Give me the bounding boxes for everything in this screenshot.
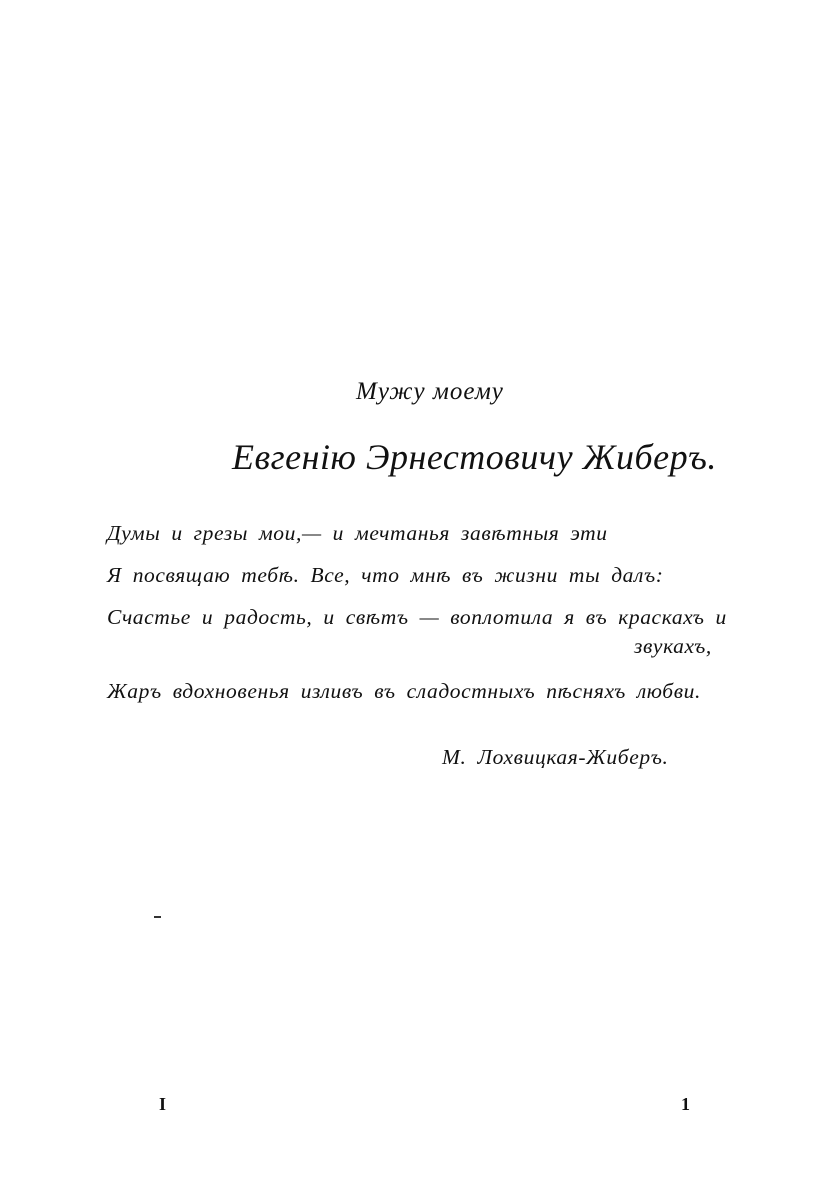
dedication-line-1: Мужу моему xyxy=(356,378,504,405)
verse-line-1: Думы и грезы мои,— и мечтанья завѣтныя эти xyxy=(107,521,608,545)
stray-ink-mark xyxy=(154,916,161,918)
verse-line-4: Жаръ вдохновенья изливъ въ сладостныхъ пѣсняхъ любви. xyxy=(107,679,701,703)
dedication-line-2: Евгенію Эрнестовичу Жиберъ. xyxy=(232,437,717,477)
verse-line-3: Счастье и радость, и свѣтъ — воплотила я въ краскахъ и xyxy=(107,605,727,629)
verse-line-3-continuation: звукахъ, xyxy=(634,634,712,658)
signature-mark: I xyxy=(159,1094,167,1114)
author-signature: М. Лохвицкая-Жиберъ. xyxy=(442,745,669,769)
page-number: 1 xyxy=(681,1094,690,1114)
verse-line-2: Я посвящаю тебѣ. Все, что мнѣ въ жизни ты далъ: xyxy=(107,563,664,587)
